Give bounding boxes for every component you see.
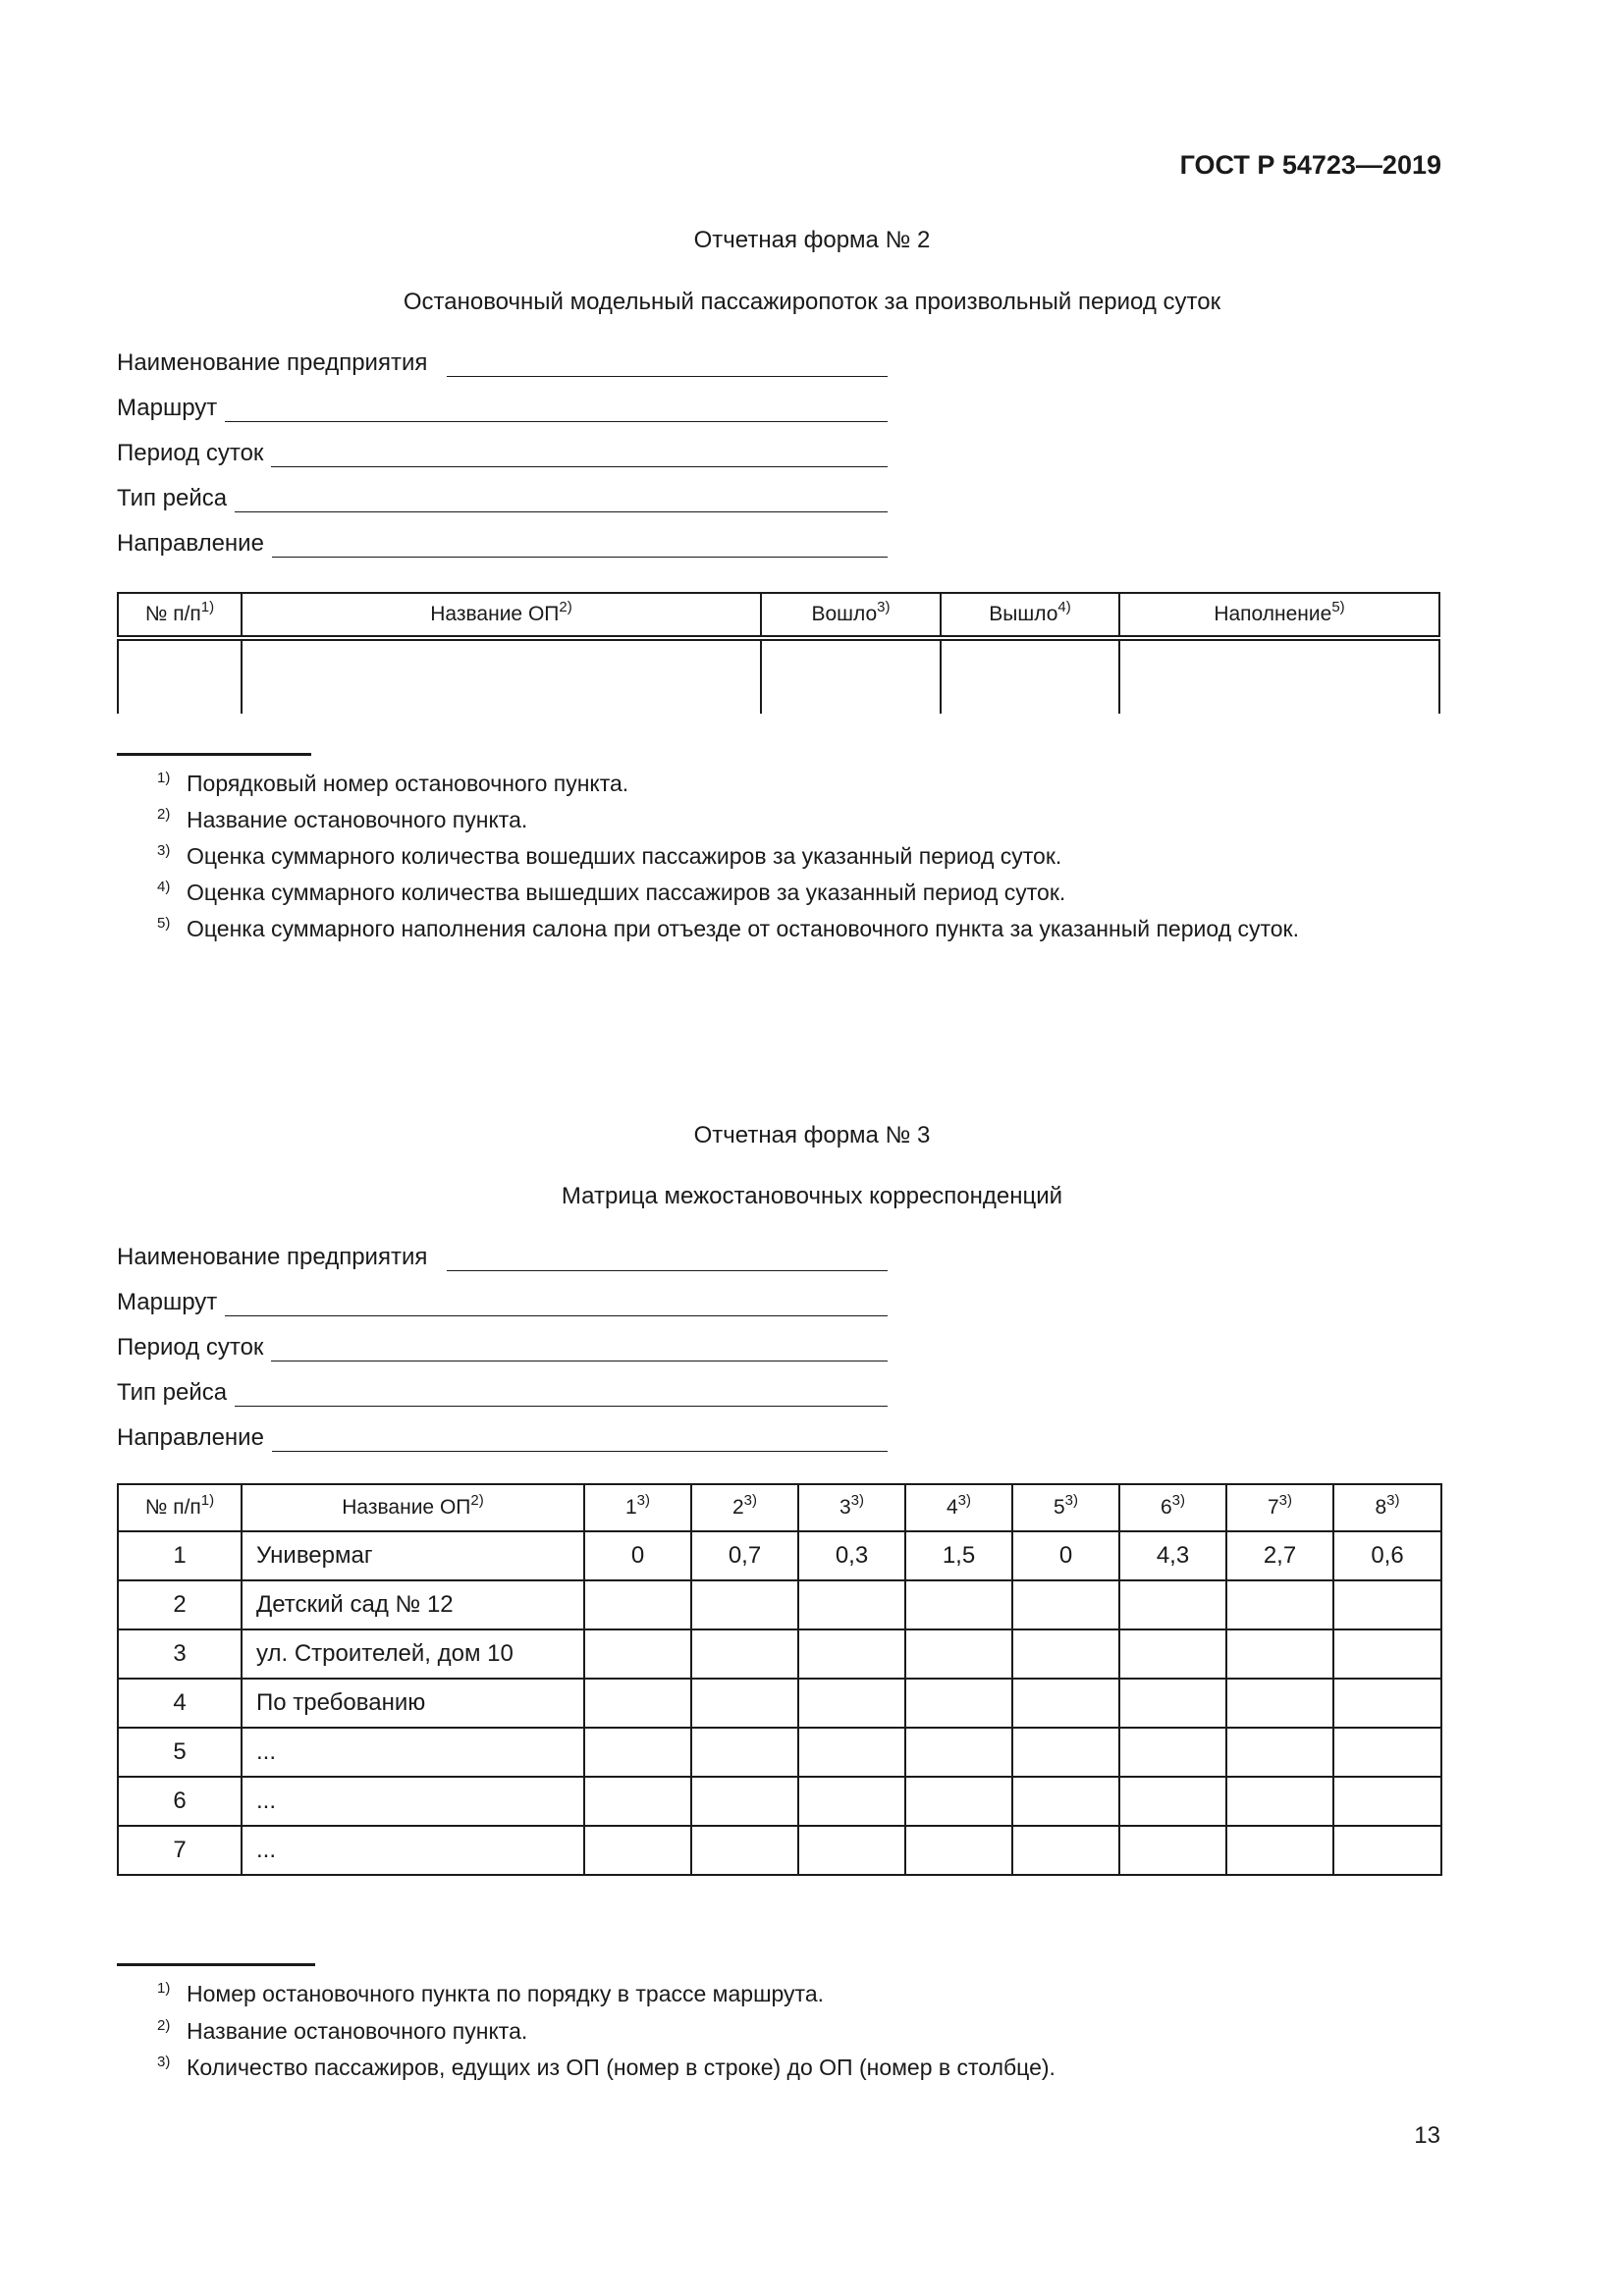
form3-field-direction[interactable] bbox=[117, 1416, 888, 1452]
column-header-stop-name: Название ОП$^{2)}$ bbox=[242, 1484, 584, 1531]
matrix-value-cell[interactable] bbox=[905, 1629, 1012, 1679]
stop-name-cell: ул. Строителей, дом 10 bbox=[242, 1629, 584, 1679]
row-number-cell: 4 bbox=[118, 1679, 242, 1728]
stop-name-cell: ... bbox=[242, 1826, 584, 1875]
fill-line bbox=[235, 486, 888, 512]
column-header-stop-7: 7$^{3)}$ bbox=[1226, 1484, 1333, 1531]
column-header-stop-8: 8$^{3)}$ bbox=[1333, 1484, 1441, 1531]
form2-title: Отчетная форма № 2 bbox=[693, 227, 931, 253]
matrix-value-cell[interactable] bbox=[798, 1777, 905, 1826]
matrix-value-cell[interactable]: 0,7 bbox=[691, 1531, 798, 1580]
form2-table bbox=[117, 592, 1440, 714]
table-cell[interactable] bbox=[761, 638, 941, 714]
matrix-value-cell[interactable] bbox=[691, 1629, 798, 1679]
matrix-value-cell[interactable] bbox=[905, 1777, 1012, 1826]
field-label: Направление bbox=[117, 1424, 264, 1451]
matrix-value-cell[interactable] bbox=[1226, 1728, 1333, 1777]
matrix-value-cell[interactable]: 0 bbox=[584, 1531, 691, 1580]
footnote: $^{2)}$ Название остановочного пункта. bbox=[157, 806, 528, 832]
stop-name-cell: ... bbox=[242, 1777, 584, 1826]
matrix-value-cell[interactable]: 0 bbox=[1012, 1531, 1119, 1580]
matrix-value-cell[interactable] bbox=[584, 1679, 691, 1728]
column-header-alighted: Вышло$^{4)}$ bbox=[941, 593, 1119, 638]
matrix-value-cell[interactable] bbox=[798, 1580, 905, 1629]
stop-name-cell: Детский сад № 12 bbox=[242, 1580, 584, 1629]
matrix-value-cell[interactable] bbox=[1119, 1679, 1226, 1728]
matrix-value-cell[interactable] bbox=[691, 1728, 798, 1777]
matrix-value-cell[interactable]: 4,3 bbox=[1119, 1531, 1226, 1580]
column-header-occupancy: Наполнение$^{5)}$ bbox=[1119, 593, 1439, 638]
matrix-value-cell[interactable] bbox=[1119, 1777, 1226, 1826]
table-cell[interactable] bbox=[242, 638, 761, 714]
matrix-value-cell[interactable] bbox=[584, 1629, 691, 1679]
form3-title: Отчетная форма № 3 bbox=[693, 1122, 931, 1148]
matrix-value-cell[interactable] bbox=[905, 1826, 1012, 1875]
field-label: Маршрут bbox=[117, 395, 218, 421]
footnote-separator bbox=[117, 753, 311, 756]
fill-line bbox=[271, 1335, 888, 1362]
field-label: Направление bbox=[117, 530, 264, 557]
matrix-value-cell[interactable] bbox=[905, 1728, 1012, 1777]
field-label: Тип рейса bbox=[117, 485, 228, 511]
field-label: Период суток bbox=[117, 440, 264, 466]
matrix-value-cell[interactable] bbox=[1012, 1580, 1119, 1629]
fill-line bbox=[235, 1380, 888, 1407]
column-header-number: № $п/п^{1)}$ bbox=[118, 593, 242, 638]
field-label: Тип рейса bbox=[117, 1379, 228, 1406]
form2-field-enterprise[interactable] bbox=[117, 342, 888, 377]
stop-name-cell: Универмаг bbox=[242, 1531, 584, 1580]
matrix-value-cell[interactable] bbox=[798, 1826, 905, 1875]
standard-designation: ГОСТ Р 54723—2019 bbox=[1179, 150, 1441, 180]
form3-field-route[interactable] bbox=[117, 1281, 888, 1316]
form3-field-trip-type[interactable] bbox=[117, 1371, 888, 1407]
matrix-value-cell[interactable] bbox=[584, 1826, 691, 1875]
row-number-cell: 7 bbox=[118, 1826, 242, 1875]
column-header-stop-5: 5$^{3)}$ bbox=[1012, 1484, 1119, 1531]
matrix-value-cell[interactable] bbox=[1012, 1826, 1119, 1875]
table-row bbox=[118, 1826, 1441, 1875]
matrix-value-cell[interactable] bbox=[1226, 1580, 1333, 1629]
footnote: $^{4)}$ Оценка суммарного количества вышедших пассажиров за указанный период суток. bbox=[157, 879, 1066, 905]
footnote: $^{3)}$ Количество пассажиров, едущих из ОП (номер в строке) до ОП (номер в столбце). bbox=[157, 2054, 1056, 2080]
form3-field-period[interactable] bbox=[117, 1326, 888, 1362]
footnote: $^{2)}$ Название остановочного пункта. bbox=[157, 2017, 528, 2044]
matrix-value-cell[interactable] bbox=[798, 1728, 905, 1777]
matrix-value-cell[interactable] bbox=[1226, 1777, 1333, 1826]
matrix-value-cell[interactable] bbox=[1333, 1679, 1441, 1728]
page-number: 13 bbox=[1414, 2122, 1440, 2149]
row-number-cell: 2 bbox=[118, 1580, 242, 1629]
table-row bbox=[118, 1679, 1441, 1728]
matrix-value-cell[interactable]: 2,7 bbox=[1226, 1531, 1333, 1580]
form3-matrix-table bbox=[117, 1483, 1442, 1876]
matrix-value-cell[interactable] bbox=[905, 1580, 1012, 1629]
form2-field-route[interactable] bbox=[117, 387, 888, 422]
table-cell[interactable] bbox=[1119, 638, 1439, 714]
fill-line bbox=[272, 531, 888, 558]
table-row bbox=[118, 1580, 1441, 1629]
matrix-value-cell[interactable]: 1,5 bbox=[905, 1531, 1012, 1580]
footnote-separator bbox=[117, 1963, 315, 1966]
matrix-value-cell[interactable] bbox=[584, 1777, 691, 1826]
matrix-value-cell[interactable] bbox=[691, 1580, 798, 1629]
column-header-stop-3: 3$^{3)}$ bbox=[798, 1484, 905, 1531]
matrix-value-cell[interactable] bbox=[691, 1679, 798, 1728]
column-header-stop-name: Название ОП$^{2)}$ bbox=[242, 593, 761, 638]
matrix-value-cell[interactable] bbox=[691, 1777, 798, 1826]
fill-line bbox=[447, 350, 888, 377]
footnote: $^{3)}$ Оценка суммарного количества вошедших пассажиров за указанный период суток. bbox=[157, 842, 1062, 869]
table-row bbox=[118, 1629, 1441, 1679]
form2-field-period[interactable] bbox=[117, 432, 888, 467]
stop-name-cell: По требованию bbox=[242, 1679, 584, 1728]
matrix-value-cell[interactable] bbox=[1333, 1580, 1441, 1629]
row-number-cell: 5 bbox=[118, 1728, 242, 1777]
matrix-value-cell[interactable] bbox=[1119, 1826, 1226, 1875]
matrix-value-cell[interactable] bbox=[1333, 1826, 1441, 1875]
row-number-cell: 3 bbox=[118, 1629, 242, 1679]
fill-line bbox=[225, 396, 888, 422]
matrix-value-cell[interactable] bbox=[1333, 1777, 1441, 1826]
form2-field-direction[interactable] bbox=[117, 522, 888, 558]
table-cell[interactable] bbox=[118, 638, 242, 714]
form3-subtitle: Матрица межостановочных корреспонденций bbox=[561, 1183, 1063, 1209]
matrix-value-cell[interactable] bbox=[1226, 1826, 1333, 1875]
field-label: Период суток bbox=[117, 1334, 264, 1361]
table-row bbox=[118, 1728, 1441, 1777]
matrix-value-cell[interactable] bbox=[1012, 1728, 1119, 1777]
matrix-value-cell[interactable]: 0,6 bbox=[1333, 1531, 1441, 1580]
table-row bbox=[118, 1777, 1441, 1826]
matrix-value-cell[interactable] bbox=[798, 1679, 905, 1728]
matrix-value-cell[interactable] bbox=[1333, 1629, 1441, 1679]
fill-line bbox=[272, 1425, 888, 1452]
table-row bbox=[118, 1531, 1441, 1580]
table-header-row bbox=[118, 593, 1439, 638]
matrix-value-cell[interactable] bbox=[1012, 1679, 1119, 1728]
column-header-stop-4: 4$^{3)}$ bbox=[905, 1484, 1012, 1531]
matrix-value-cell[interactable] bbox=[1119, 1629, 1226, 1679]
fill-line bbox=[447, 1245, 888, 1271]
column-header-number: № $п/п^{1)}$ bbox=[118, 1484, 242, 1531]
matrix-value-cell[interactable]: 0,3 bbox=[798, 1531, 905, 1580]
column-header-stop-6: 6$^{3)}$ bbox=[1119, 1484, 1226, 1531]
form2-subtitle: Остановочный модельный пассажиропоток за произвольный период суток bbox=[403, 289, 1221, 315]
stop-name-cell: ... bbox=[242, 1728, 584, 1777]
matrix-value-cell[interactable] bbox=[1333, 1728, 1441, 1777]
table-cell[interactable] bbox=[941, 638, 1119, 714]
field-label: Наименование предприятия bbox=[117, 349, 428, 376]
form3-field-enterprise[interactable] bbox=[117, 1236, 888, 1271]
fill-line bbox=[225, 1290, 888, 1316]
column-header-stop-1: 1$^{3)}$ bbox=[584, 1484, 691, 1531]
matrix-value-cell[interactable] bbox=[1012, 1629, 1119, 1679]
matrix-value-cell[interactable] bbox=[584, 1728, 691, 1777]
matrix-value-cell[interactable] bbox=[1119, 1728, 1226, 1777]
matrix-value-cell[interactable] bbox=[584, 1580, 691, 1629]
matrix-value-cell[interactable] bbox=[1119, 1580, 1226, 1629]
footnote: $^{5)}$ Оценка суммарного наполнения салона при отъезде от остановочного пункта за указанный период суток. bbox=[157, 915, 1299, 941]
field-label: Наименование предприятия bbox=[117, 1244, 428, 1270]
form2-field-trip-type[interactable] bbox=[117, 477, 888, 512]
footnote: $^{1)}$ Порядковый номер остановочного пункта. bbox=[157, 770, 629, 796]
row-number-cell: 6 bbox=[118, 1777, 242, 1826]
table-header-row bbox=[118, 1484, 1441, 1531]
table-row bbox=[118, 638, 1439, 714]
matrix-value-cell[interactable] bbox=[1226, 1679, 1333, 1728]
matrix-value-cell[interactable] bbox=[798, 1629, 905, 1679]
column-header-boarded: Вошло$^{3)}$ bbox=[761, 593, 941, 638]
matrix-value-cell[interactable] bbox=[1012, 1777, 1119, 1826]
matrix-value-cell[interactable] bbox=[1226, 1629, 1333, 1679]
fill-line bbox=[271, 441, 888, 467]
matrix-value-cell[interactable] bbox=[905, 1679, 1012, 1728]
footnote: $^{1)}$ Номер остановочного пункта по порядку в трассе маршрута. bbox=[157, 1980, 825, 2006]
row-number-cell: 1 bbox=[118, 1531, 242, 1580]
field-label: Маршрут bbox=[117, 1289, 218, 1315]
matrix-value-cell[interactable] bbox=[691, 1826, 798, 1875]
column-header-stop-2: 2$^{3)}$ bbox=[691, 1484, 798, 1531]
